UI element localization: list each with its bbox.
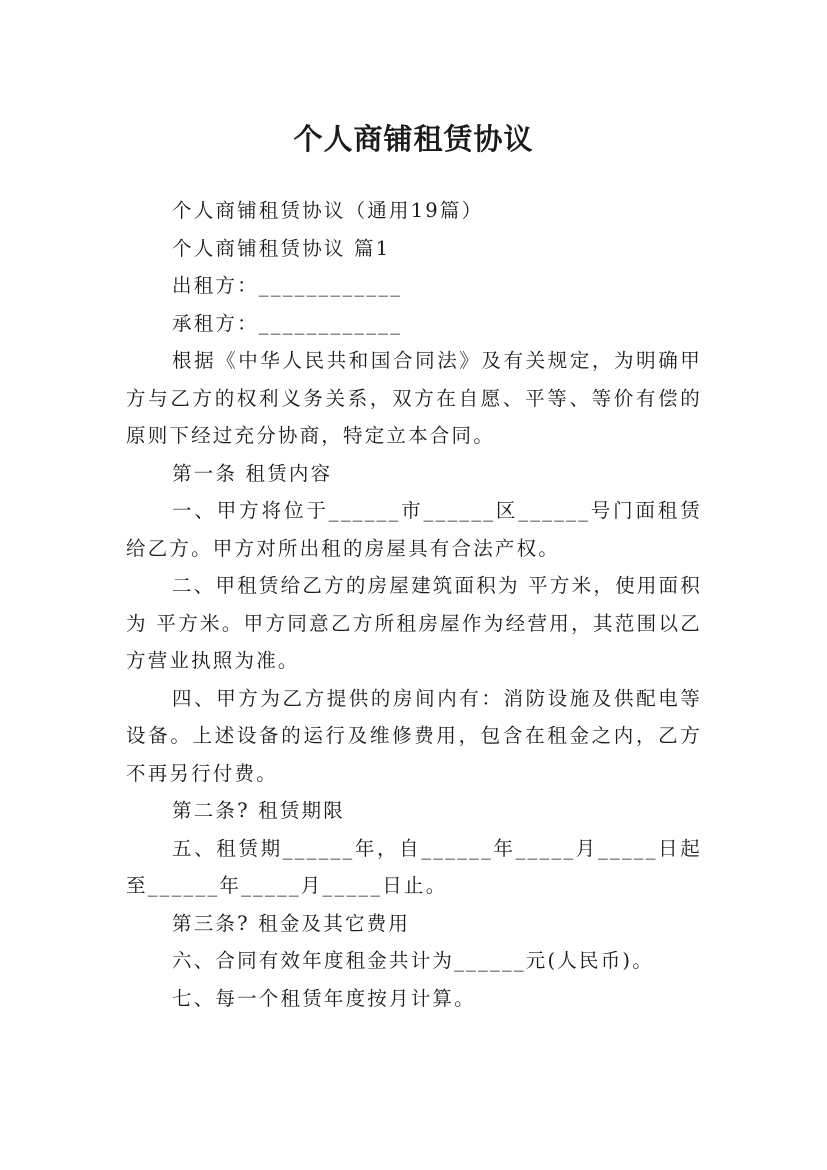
clause-paragraph: 二、甲租赁给乙方的房屋建筑面积为 平方米，使用面积为 平方米。甲方同意乙方所租房屋作为经营用，其范围以乙方营业执照为准。 (126, 574, 702, 672)
article-heading: 第三条? 租金及其它费用 (172, 911, 411, 935)
document-body (126, 192, 702, 1017)
lessor-line: 出租方：____________ (172, 274, 403, 297)
section-heading: 个人商铺租赁协议 篇1 (172, 236, 391, 260)
article-heading: 第一条 租赁内容 (172, 461, 333, 485)
clause-paragraph: 一、甲方将位于______市______区______号门面租赁给乙方。甲方对所出租的房屋具有合法产权。 (126, 499, 702, 560)
document-title: 个人商铺租赁协议 (293, 122, 534, 157)
clause-paragraph: 五、租赁期______年，自______年_____月_____日起至______年_____月_____日止。 (126, 836, 702, 897)
article-heading: 第二条? 租赁期限 (172, 799, 345, 822)
clause-paragraph: 六、合同有效年度租金共计为______元(人民币)。 (172, 949, 654, 972)
subtitle-paragraph: 个人商铺租赁协议（通用19篇） (172, 199, 484, 222)
preamble-paragraph: 根据《中华人民共和国合同法》及有关规定，为明确甲方与乙方的权利义务关系，双方在自愿、平等、等价有偿的原则下经过充分协商，特定立本合同。 (126, 349, 702, 447)
lessee-line: 承租方：____________ (172, 311, 403, 335)
clause-paragraph: 七、每一个租赁年度按月计算。 (172, 986, 476, 1010)
clause-paragraph: 四、甲方为乙方提供的房间内有：消防设施及供配电等设备。上述设备的运行及维修费用，包含在租金之内，乙方不再另行付费。 (126, 686, 702, 785)
